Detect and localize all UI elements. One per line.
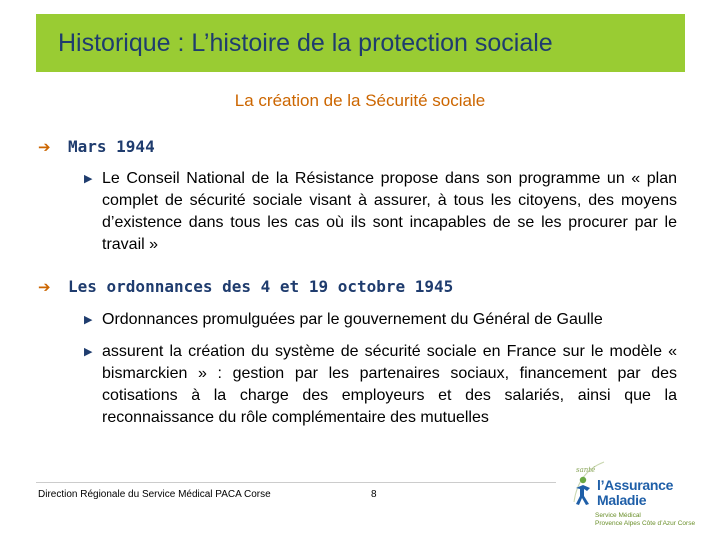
bullet-text: Ordonnances promulguées par le gouvernement du Général de Gaulle <box>102 311 603 328</box>
footer-organization: Direction Régionale du Service Médical PACA Corse <box>38 489 271 500</box>
bullet-item <box>84 341 677 429</box>
section-heading-row <box>38 277 453 296</box>
assurance-maladie-logo <box>560 458 718 534</box>
triangle-right-icon: ▶ <box>84 172 93 185</box>
logo-sub-line1: Service Médical <box>595 512 641 519</box>
title-bar <box>36 14 685 72</box>
section-heading: Mars 1944 <box>68 137 155 156</box>
logo-subtitle <box>595 512 695 528</box>
logo-wordmark <box>597 478 673 508</box>
triangle-right-icon: ▶ <box>84 345 93 358</box>
bullet-text: assurent la création du système de sécurité sociale en France sur le modèle « bismarckien » : gestion par les partenaires sociaux, financement par des cotisations à la charge des employeurs et des salariés, ainsi que la reconnaissance du rôle complémentaire des mutuelles <box>102 343 677 426</box>
section-heading-row <box>38 137 155 156</box>
slide-title: Historique : L’histoire de la protection sociale <box>58 28 553 57</box>
section-heading: Les ordonnances des 4 et 19 octobre 1945 <box>68 277 454 296</box>
logo-name-line1: l’Assurance <box>597 477 674 493</box>
bullet-item <box>84 309 677 331</box>
logo-arc-text: santé <box>576 466 596 474</box>
bullet-item <box>84 168 677 256</box>
bullet-text: Le Conseil National de la Résistance propose dans son programme un « plan complet de sécurité sociale visant à assurer, à tous les citoyens, des moyens d’existence dans tous les cas où ils sont incapables de se les procurer par le travail » <box>102 170 677 253</box>
logo-sub-line2: Provence Alpes Côte d’Azur Corse <box>595 520 696 527</box>
footer-divider <box>36 482 556 483</box>
slide-subtitle: La création de la Sécurité sociale <box>234 91 486 110</box>
page-number: 8 <box>371 489 377 500</box>
logo-name-line2: Maladie <box>597 492 647 508</box>
right-arrow-icon: ➔ <box>38 137 51 156</box>
triangle-right-icon: ▶ <box>84 313 93 326</box>
right-arrow-icon: ➔ <box>38 277 51 296</box>
